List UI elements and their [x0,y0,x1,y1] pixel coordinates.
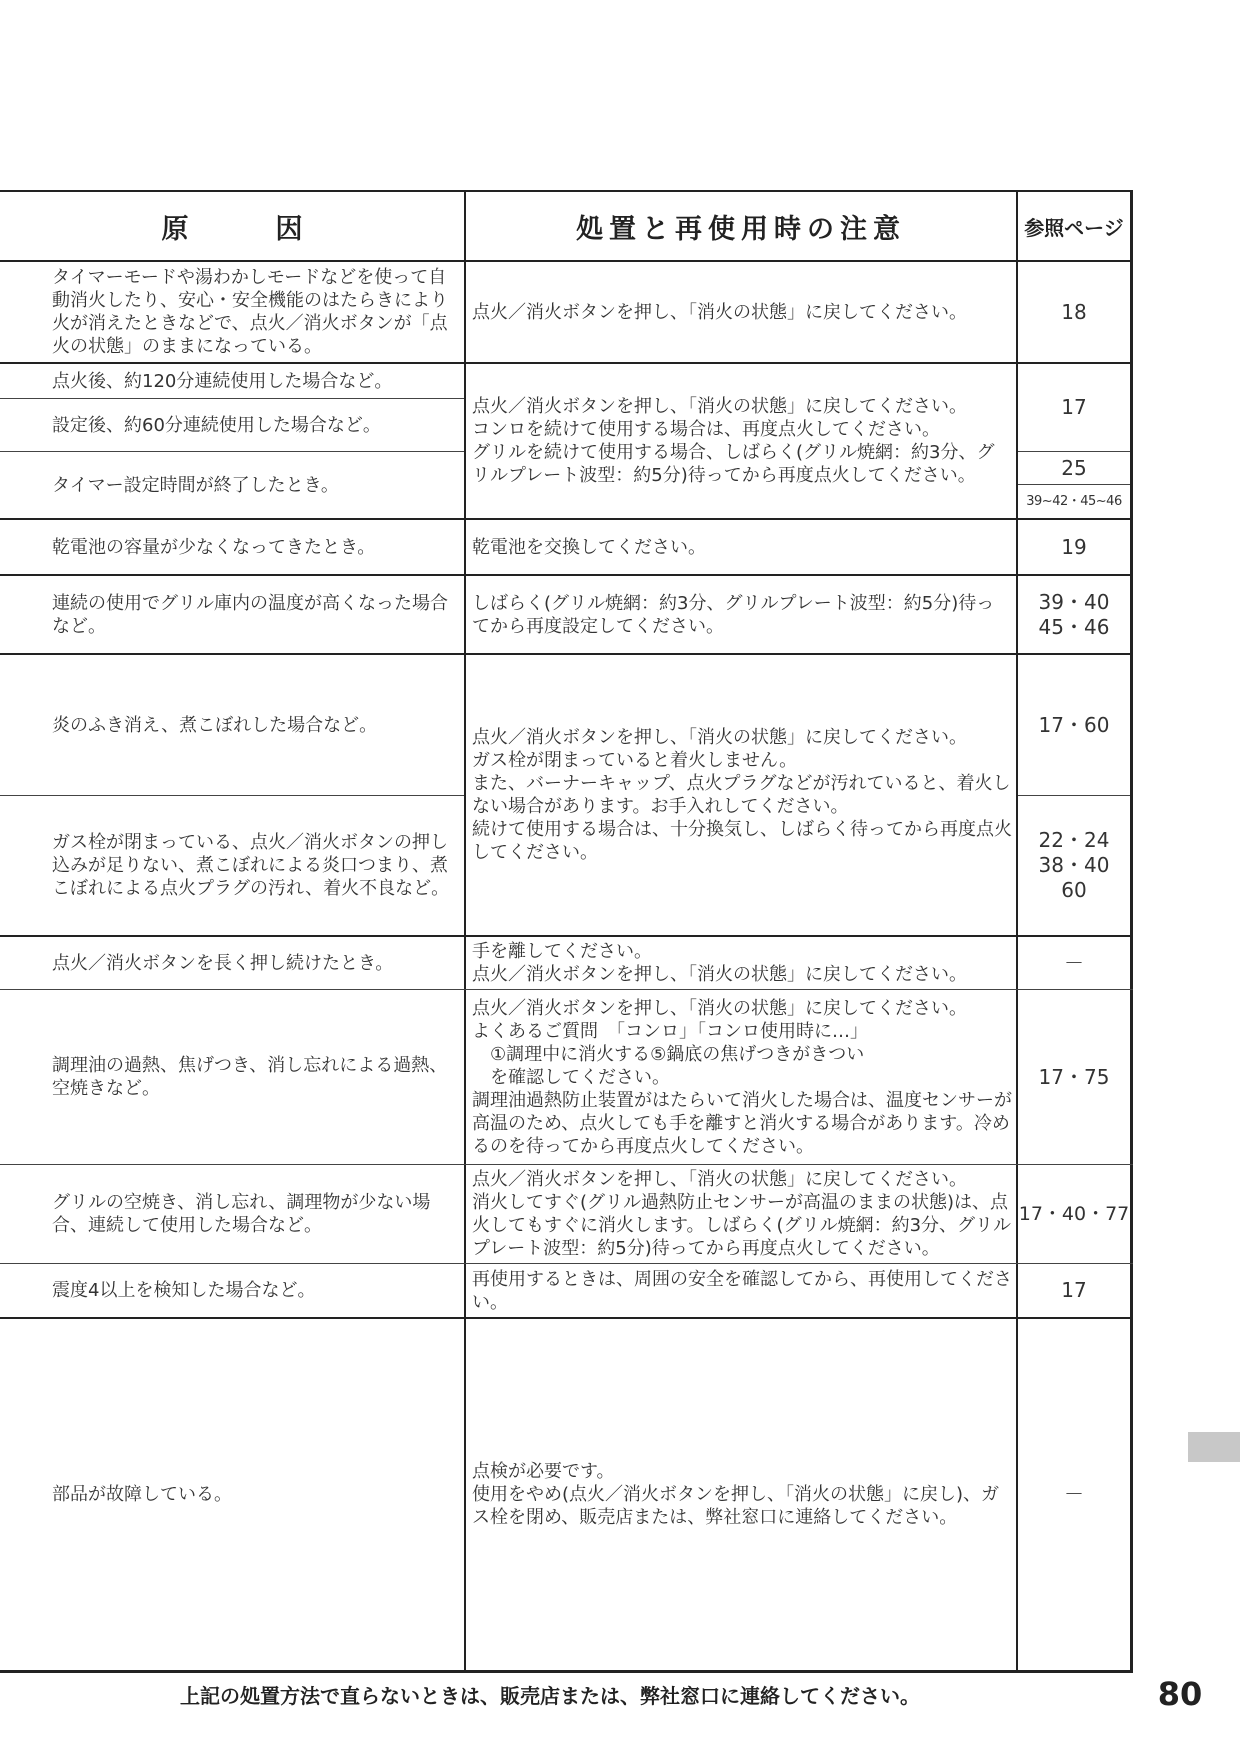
cause-cell: グリルの空焼き、消し忘れ、調理物が少ない場合、連続して使用した場合など。 [52,1192,431,1236]
reference-cell: － [1064,950,1084,975]
reference-cell: 39~42・45~46 [1026,493,1122,509]
cause-cell: 連続の使用でグリル庫内の温度が高くなった場合など。 [52,592,448,637]
cause-cell: 震度4以上を検知した場合など。 [52,1280,316,1301]
table-bottom-border [0,1670,1133,1673]
cause-cell: ガス栓が閉まっている、点火／消火ボタンの押し込みが足りない、煮こぼれによる炎口つまり、煮こぼれによる点火プラグの汚れ、着火不良など。 [52,832,450,899]
header-remedy: 処置と再使用時の注意 [576,213,906,245]
reference-cell: 18 [1061,299,1087,324]
remedy-cell: 点火／消火ボタンを押し、「消火の状態」に戻してください。 コンロを続けて使用する場合は、再度点火してください。 グリルを続けて使用する場合、しばらく(グリル焼網：約3分、グリルプレート波型：約5分)待ってから再度点火してください。 [472,396,995,486]
cause-cell: タイマー設定時間が終了したとき。 [52,474,339,496]
remedy-cell: 手を離してください。 点火／消火ボタンを押し、「消火の状態」に戻してください。 [472,941,967,985]
reference-cell: 17・40・77 [1018,1202,1130,1225]
cause-cell: タイマーモードや湯わかしモードなどを使って自動消火したり、安心・安全機能のはたらきにより火が消えたときなどで、点火／消火ボタンが「点火の状態」のままになっている。 [52,267,448,357]
reference-cell: 19 [1061,534,1087,559]
remedy-cell: 点火／消火ボタンを押し、「消火の状態」に戻してください。 ガス栓が閉まっていると着火しません。 また、バーナーキャップ、点火プラグなどが汚れていると、着火しない場合があります。お手入れしてください。 続けて使用する場合は、十分換気し、しばらく待ってから再度点火してください。 [472,727,1012,863]
cause-cell: 調理油の過熱、焦げつき、消し忘れによる過熱、空焼きなど。 [52,1055,448,1099]
page-number: 80 [1157,1675,1203,1713]
remedy-cell: 乾電池を交換してください。 [472,536,706,558]
reference-cell: 22・24 38・40 60 [1038,828,1110,902]
reference-cell: 17 [1061,1278,1087,1302]
reference-cell: － [1064,1482,1084,1506]
remedy-cell: 点火／消火ボタンを押し、「消火の状態」に戻してください。 よくあるご質問 「コンロ」「コンロ使用時に…」 ①調理中に消火する⑤鍋底の焦げつきがきつい を確認してください。 調理油過熱防止装置がはたらいて消火した場合は、温度センサーが高温のため、点火しても手を離すと消火する場合があります。冷めるのを待ってから再度点火してください。 [472,997,1012,1157]
reference-cell: 17 [1061,395,1087,419]
remedy-cell: 再使用するときは、周囲の安全を確認してから、再使用してください。 [472,1268,1012,1313]
reference-cell: 17・75 [1038,1064,1110,1089]
reference-cell: 25 [1061,455,1087,480]
header-reference: 参照ページ [1024,215,1124,240]
remedy-cell: 点検が必要です。 使用をやめ(点火／消火ボタンを押し、「消火の状態」に戻し)、ガス栓を閉め、販売店または、弊社窓口に連絡してください。 [472,1461,1000,1528]
section-index-tab [1188,1432,1240,1462]
cause-cell: 乾電池の容量が少なくなってきたとき。 [52,536,376,558]
reference-cell: 39・40 45・46 [1038,589,1110,639]
cause-cell: 炎のふき消え、煮こぼれした場合など。 [52,714,378,736]
remedy-cell: しばらく(グリル焼網：約3分、グリルプレート波型：約5分)待ってから再度設定してください。 [472,592,995,637]
footer-note: 上記の処置方法で直らないときは、販売店または、弊社窓口に連絡してください。 [180,1683,920,1708]
cause-cell: 点火後、約120分連続使用した場合など。 [52,370,393,392]
cause-cell: 部品が故障している。 [52,1484,232,1505]
cause-cell: 設定後、約60分連続使用した場合など。 [52,414,381,436]
header-cause: 原 因 [161,213,333,245]
reference-cell: 17・60 [1038,712,1110,737]
remedy-cell: 点火／消火ボタンを押し、「消火の状態」に戻してください。 [472,301,967,323]
remedy-cell: 点火／消火ボタンを押し、「消火の状態」に戻してください。 消火してすぐ(グリル過熱防止センサーが高温のままの状態)は、点火してもすぐに消火します。しばらく(グリル焼網：約3分、グリルプレート波型：約5分)待ってから再度点火してください。 [472,1169,1012,1259]
table-right-border [1130,190,1133,1672]
cause-cell: 点火／消火ボタンを長く押し続けたとき。 [52,952,394,974]
